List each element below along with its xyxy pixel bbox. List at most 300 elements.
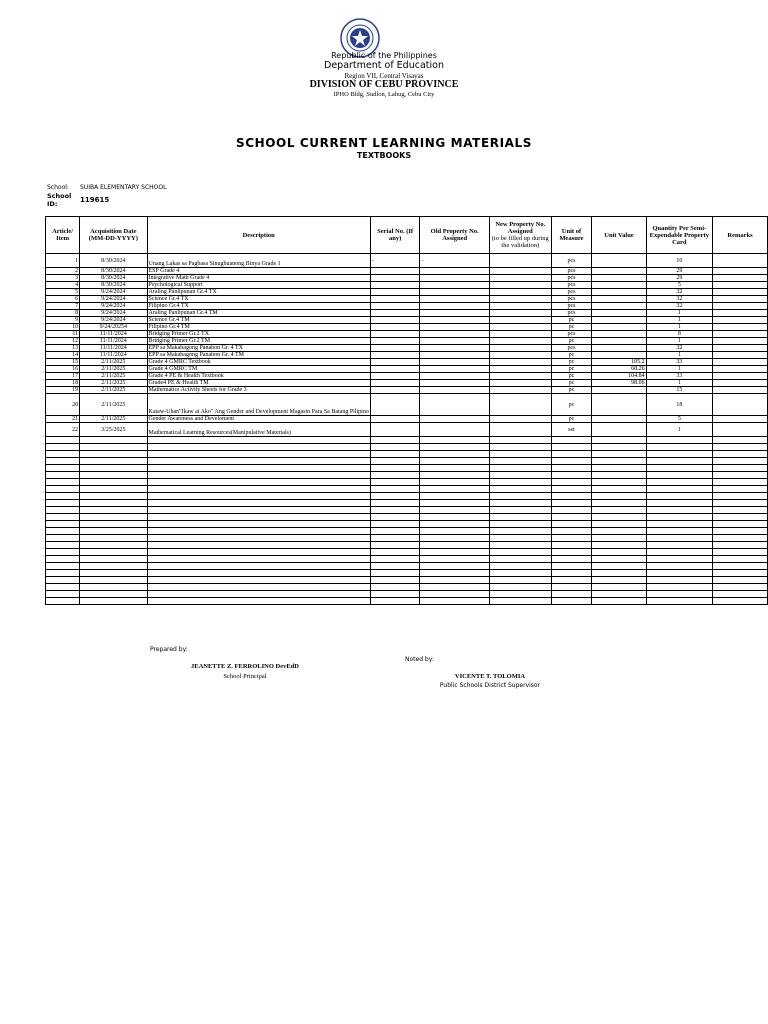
cell-serial	[370, 303, 420, 310]
empty-cell	[420, 507, 490, 514]
empty-cell	[46, 563, 80, 570]
empty-table-row	[46, 479, 768, 486]
empty-cell	[420, 570, 490, 577]
table-row	[46, 289, 768, 296]
noted-by-position: Public Schools District Supervisor	[439, 682, 541, 689]
empty-cell	[147, 598, 370, 605]
cell-new-property	[490, 338, 552, 345]
cell-unit-value	[592, 331, 646, 338]
empty-cell	[490, 535, 552, 542]
cell-old-property	[420, 282, 490, 289]
empty-cell	[370, 472, 420, 479]
empty-cell	[80, 584, 147, 591]
empty-cell	[490, 500, 552, 507]
empty-cell	[490, 521, 552, 528]
cell-new-property	[490, 282, 552, 289]
empty-cell	[80, 486, 147, 493]
cell-quantity: 1	[646, 423, 713, 437]
school-value: SUIBA ELEMENTARY SCHOOL	[80, 184, 167, 191]
cell-old-property	[420, 416, 490, 423]
empty-table-row	[46, 444, 768, 451]
empty-cell	[147, 514, 370, 521]
empty-cell	[490, 577, 552, 584]
empty-cell	[592, 535, 646, 542]
cell-item: 22	[46, 423, 80, 437]
empty-cell	[147, 521, 370, 528]
empty-cell	[80, 570, 147, 577]
cell-unit-measure: pc	[551, 317, 592, 324]
cell-serial	[370, 423, 420, 437]
prepared-by-name: JEANETTE Z. FERROLINO DevEdD	[191, 663, 299, 670]
cell-acquisition-date: 11/11/2024	[80, 345, 147, 352]
table-row	[46, 423, 768, 437]
document-subtitle: TEXTBOOKS	[356, 151, 412, 160]
empty-table-row	[46, 591, 768, 598]
empty-cell	[420, 444, 490, 451]
empty-cell	[80, 577, 147, 584]
empty-cell	[420, 521, 490, 528]
cell-new-property	[490, 387, 552, 394]
empty-cell	[551, 584, 592, 591]
empty-cell	[80, 521, 147, 528]
cell-quantity: 1	[646, 366, 713, 373]
cell-remarks	[713, 423, 768, 437]
cell-unit-value	[592, 416, 646, 423]
cell-old-property	[420, 289, 490, 296]
cell-quantity: 1	[646, 310, 713, 317]
col-header-description: Description	[147, 217, 370, 254]
cell-item: 20	[46, 394, 80, 416]
empty-cell	[551, 500, 592, 507]
cell-unit-value	[592, 289, 646, 296]
empty-cell	[713, 514, 768, 521]
empty-cell	[370, 570, 420, 577]
cell-new-property	[490, 289, 552, 296]
table-row	[46, 310, 768, 317]
empty-cell	[713, 479, 768, 486]
empty-cell	[713, 563, 768, 570]
prepared-by-position: School Principal	[223, 673, 267, 680]
empty-cell	[646, 486, 713, 493]
empty-cell	[551, 542, 592, 549]
cell-unit-value	[592, 345, 646, 352]
col-header-remarks: Remarks	[713, 217, 768, 254]
empty-cell	[80, 528, 147, 535]
empty-cell	[551, 451, 592, 458]
empty-table-row	[46, 500, 768, 507]
empty-cell	[592, 479, 646, 486]
empty-cell	[551, 535, 592, 542]
table-row	[46, 394, 768, 416]
cell-item: 2	[46, 268, 80, 275]
cell-unit-value: 68.26	[592, 366, 646, 373]
cell-remarks	[713, 387, 768, 394]
cell-unit-measure: pc	[551, 394, 592, 416]
empty-cell	[490, 472, 552, 479]
header-division: DIVISION OF CEBU PROVINCE	[309, 79, 459, 90]
cell-old-property	[420, 268, 490, 275]
cell-remarks	[713, 296, 768, 303]
empty-table-row	[46, 535, 768, 542]
empty-cell	[551, 521, 592, 528]
cell-old-property	[420, 338, 490, 345]
empty-table-row	[46, 486, 768, 493]
empty-cell	[370, 458, 420, 465]
cell-serial	[370, 317, 420, 324]
cell-quantity: 18	[646, 394, 713, 416]
cell-acquisition-date: 9/24/2024	[80, 296, 147, 303]
table-row	[46, 282, 768, 289]
empty-cell	[370, 451, 420, 458]
empty-cell	[46, 486, 80, 493]
cell-serial	[370, 394, 420, 416]
empty-cell	[551, 577, 592, 584]
empty-cell	[80, 444, 147, 451]
cell-remarks	[713, 324, 768, 331]
cell-acquisition-date: 9/24/2024	[80, 317, 147, 324]
empty-cell	[490, 584, 552, 591]
cell-serial	[370, 331, 420, 338]
empty-cell	[370, 493, 420, 500]
cell-description: Bridging Primer Gr.2 TX	[147, 331, 370, 338]
cell-unit-measure: pcs	[551, 275, 592, 282]
cell-new-property	[490, 423, 552, 437]
cell-acquisition-date: 11/11/2024	[80, 331, 147, 338]
empty-cell	[46, 535, 80, 542]
empty-cell	[713, 535, 768, 542]
empty-cell	[370, 528, 420, 535]
cell-old-property	[420, 387, 490, 394]
empty-cell	[713, 556, 768, 563]
cell-remarks	[713, 275, 768, 282]
col-header-old-property: Old Property No. Assigned	[420, 217, 490, 254]
empty-cell	[646, 437, 713, 444]
cell-unit-measure: set	[551, 423, 592, 437]
empty-table-row	[46, 437, 768, 444]
header-republic: Republic of the Philippines	[331, 51, 437, 60]
empty-cell	[551, 465, 592, 472]
cell-description: EPP sa Makabagong Panahon Gr. 4 TM	[147, 352, 370, 359]
cell-remarks	[713, 282, 768, 289]
cell-unit-value	[592, 268, 646, 275]
cell-description: Bridging Primer Gr.2 TM	[147, 338, 370, 345]
empty-cell	[46, 444, 80, 451]
table-row	[46, 345, 768, 352]
empty-cell	[646, 465, 713, 472]
empty-cell	[46, 493, 80, 500]
empty-cell	[646, 528, 713, 535]
cell-item: 5	[46, 289, 80, 296]
table-header-row	[46, 217, 768, 254]
cell-new-property	[490, 303, 552, 310]
empty-cell	[646, 577, 713, 584]
empty-cell	[713, 591, 768, 598]
cell-new-property	[490, 310, 552, 317]
empty-cell	[713, 577, 768, 584]
cell-unit-value	[592, 394, 646, 416]
empty-cell	[80, 458, 147, 465]
cell-unit-measure: pc	[551, 352, 592, 359]
empty-table-row	[46, 598, 768, 605]
empty-cell	[147, 528, 370, 535]
empty-cell	[46, 500, 80, 507]
empty-cell	[646, 535, 713, 542]
empty-cell	[370, 500, 420, 507]
empty-cell	[713, 598, 768, 605]
empty-cell	[147, 472, 370, 479]
cell-item: 18	[46, 380, 80, 387]
cell-description: ESP Grade 4	[147, 268, 370, 275]
cell-item: 3	[46, 275, 80, 282]
cell-new-property	[490, 331, 552, 338]
empty-cell	[80, 542, 147, 549]
cell-description: Science Gr.4 TX	[147, 296, 370, 303]
table-row	[46, 416, 768, 423]
empty-cell	[420, 598, 490, 605]
empty-table-row	[46, 549, 768, 556]
cell-remarks	[713, 416, 768, 423]
cell-unit-measure: pcs	[551, 289, 592, 296]
cell-description: Gender Awareness and Develoment	[147, 416, 370, 423]
cell-serial: -	[370, 254, 420, 268]
empty-cell	[420, 458, 490, 465]
cell-serial	[370, 296, 420, 303]
table-row	[46, 380, 768, 387]
col-header-new-property-label: New Property No. Assigned	[495, 221, 546, 235]
empty-cell	[147, 500, 370, 507]
cell-remarks	[713, 289, 768, 296]
empty-cell	[490, 437, 552, 444]
empty-cell	[646, 507, 713, 514]
col-header-new-property	[490, 217, 552, 254]
cell-unit-measure: pc	[551, 416, 592, 423]
col-header-acquisition-date: Acquisition Date (MM-DD-YYYY)	[80, 217, 147, 254]
empty-cell	[46, 591, 80, 598]
empty-cell	[551, 493, 592, 500]
empty-cell	[592, 500, 646, 507]
empty-cell	[592, 493, 646, 500]
empty-cell	[713, 493, 768, 500]
cell-serial	[370, 373, 420, 380]
cell-acquisition-date: 2/11/2025	[80, 373, 147, 380]
cell-unit-measure: pcs	[551, 282, 592, 289]
empty-cell	[713, 465, 768, 472]
col-header-unit-value: Unit Value	[592, 217, 646, 254]
cell-serial	[370, 268, 420, 275]
cell-unit-value	[592, 324, 646, 331]
cell-unit-value	[592, 303, 646, 310]
cell-unit-measure: pc	[551, 387, 592, 394]
cell-old-property	[420, 394, 490, 416]
cell-item: 15	[46, 359, 80, 366]
empty-cell	[592, 556, 646, 563]
cell-acquisition-date: 3/25/2025	[80, 423, 147, 437]
empty-cell	[592, 598, 646, 605]
empty-cell	[592, 451, 646, 458]
cell-unit-value	[592, 282, 646, 289]
empty-table-row	[46, 528, 768, 535]
cell-quantity: 32	[646, 345, 713, 352]
empty-cell	[80, 598, 147, 605]
cell-item: 13	[46, 345, 80, 352]
empty-cell	[490, 493, 552, 500]
empty-cell	[370, 479, 420, 486]
cell-acquisition-date: 9/24/2024	[80, 310, 147, 317]
cell-remarks	[713, 352, 768, 359]
empty-cell	[592, 472, 646, 479]
empty-cell	[551, 472, 592, 479]
col-header-article: Article/ Item	[46, 217, 80, 254]
empty-cell	[646, 591, 713, 598]
cell-new-property	[490, 380, 552, 387]
cell-acquisition-date: 11/11/2024	[80, 352, 147, 359]
empty-cell	[370, 549, 420, 556]
cell-acquisition-date: 2/11/2025	[80, 387, 147, 394]
cell-quantity: 1	[646, 324, 713, 331]
empty-cell	[490, 479, 552, 486]
empty-cell	[490, 528, 552, 535]
empty-cell	[46, 542, 80, 549]
empty-cell	[147, 591, 370, 598]
cell-remarks	[713, 338, 768, 345]
cell-acquisition-date: 2/11/2025	[80, 359, 147, 366]
cell-serial	[370, 275, 420, 282]
empty-cell	[80, 507, 147, 514]
empty-cell	[713, 542, 768, 549]
empty-cell	[46, 556, 80, 563]
cell-description: Grade 4 GMRC Textbook	[147, 359, 370, 366]
cell-serial	[370, 338, 420, 345]
cell-quantity: 29	[646, 275, 713, 282]
col-header-new-property-note: (to be filled up during the validation)	[491, 235, 549, 249]
empty-cell	[420, 465, 490, 472]
cell-item: 19	[46, 387, 80, 394]
empty-cell	[646, 570, 713, 577]
empty-cell	[490, 465, 552, 472]
cell-unit-value	[592, 352, 646, 359]
cell-acquisition-date: 8/30/2024	[80, 268, 147, 275]
empty-cell	[551, 507, 592, 514]
cell-serial	[370, 289, 420, 296]
noted-by-name: VICENTE T. TOLOMIA	[454, 673, 526, 680]
empty-cell	[370, 563, 420, 570]
cell-acquisition-date: 2/11/2025	[80, 416, 147, 423]
cell-old-property	[420, 303, 490, 310]
cell-new-property	[490, 345, 552, 352]
empty-cell	[551, 479, 592, 486]
cell-unit-measure: pcs	[551, 254, 592, 268]
empty-cell	[551, 563, 592, 570]
empty-cell	[80, 514, 147, 521]
empty-cell	[490, 549, 552, 556]
empty-cell	[713, 500, 768, 507]
cell-acquisition-date: 8/30/2024	[80, 282, 147, 289]
cell-quantity: 32	[646, 296, 713, 303]
col-header-serial: Serial No. (If any)	[370, 217, 420, 254]
empty-cell	[80, 535, 147, 542]
cell-serial	[370, 352, 420, 359]
empty-cell	[147, 451, 370, 458]
cell-unit-value: 105.2	[592, 359, 646, 366]
empty-cell	[490, 570, 552, 577]
cell-quantity: 1	[646, 380, 713, 387]
cell-unit-value	[592, 338, 646, 345]
cell-quantity: 1	[646, 352, 713, 359]
cell-old-property	[420, 275, 490, 282]
table-row	[46, 366, 768, 373]
empty-cell	[370, 437, 420, 444]
cell-unit-measure: pc	[551, 380, 592, 387]
empty-cell	[147, 458, 370, 465]
table-row	[46, 254, 768, 268]
cell-new-property	[490, 268, 552, 275]
cell-acquisition-date: 2/11/2025	[80, 366, 147, 373]
cell-old-property	[420, 366, 490, 373]
empty-cell	[46, 451, 80, 458]
empty-cell	[46, 507, 80, 514]
school-id-value: 119615	[80, 196, 110, 204]
empty-cell	[592, 486, 646, 493]
cell-remarks	[713, 268, 768, 275]
cell-quantity: 10	[646, 254, 713, 268]
cell-new-property	[490, 359, 552, 366]
empty-cell	[551, 570, 592, 577]
empty-cell	[46, 437, 80, 444]
cell-unit-measure: pc	[551, 359, 592, 366]
empty-cell	[551, 444, 592, 451]
empty-cell	[646, 514, 713, 521]
school-id-label: School ID:	[47, 192, 72, 208]
cell-item: 10	[46, 324, 80, 331]
empty-cell	[713, 549, 768, 556]
empty-cell	[646, 563, 713, 570]
empty-cell	[147, 507, 370, 514]
cell-remarks	[713, 345, 768, 352]
empty-cell	[551, 591, 592, 598]
cell-old-property	[420, 380, 490, 387]
cell-remarks	[713, 317, 768, 324]
empty-cell	[592, 542, 646, 549]
empty-cell	[370, 486, 420, 493]
empty-cell	[646, 549, 713, 556]
empty-cell	[646, 493, 713, 500]
cell-unit-value	[592, 317, 646, 324]
cell-old-property	[420, 352, 490, 359]
cell-remarks	[713, 394, 768, 416]
cell-serial	[370, 416, 420, 423]
cell-unit-value	[592, 387, 646, 394]
empty-cell	[490, 507, 552, 514]
empty-cell	[147, 570, 370, 577]
empty-cell	[592, 528, 646, 535]
empty-cell	[713, 570, 768, 577]
empty-cell	[592, 437, 646, 444]
empty-cell	[551, 458, 592, 465]
cell-old-property	[420, 359, 490, 366]
cell-description: Science Gr.4 TM	[147, 317, 370, 324]
empty-cell	[592, 465, 646, 472]
cell-new-property	[490, 317, 552, 324]
empty-cell	[551, 598, 592, 605]
empty-table-row	[46, 451, 768, 458]
empty-table-row	[46, 521, 768, 528]
empty-cell	[592, 507, 646, 514]
empty-cell	[713, 486, 768, 493]
cell-unit-measure: pc	[551, 366, 592, 373]
empty-cell	[713, 528, 768, 535]
empty-cell	[147, 584, 370, 591]
cell-remarks	[713, 331, 768, 338]
